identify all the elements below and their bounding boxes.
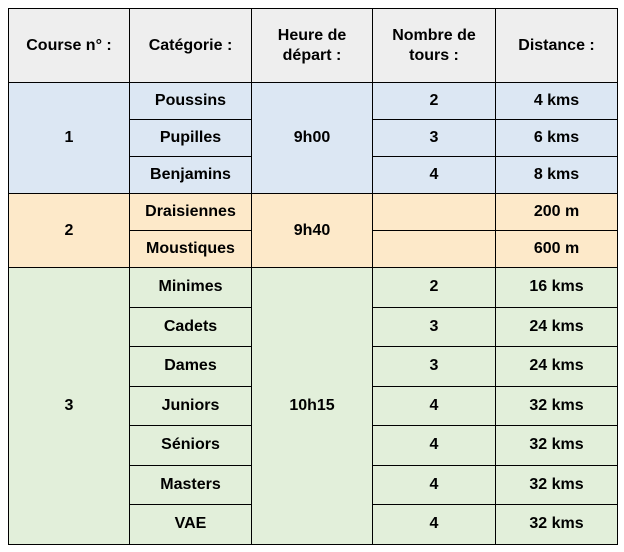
category-cell: Juniors [130,386,252,426]
header-row [9,9,618,83]
header-heure: Heure de départ : [252,9,373,83]
distance-cell: 24 kms [496,347,618,387]
laps-cell: 3 [373,347,496,387]
category-cell: Draisiennes [130,194,252,231]
table-row [9,268,618,308]
distance-cell: 6 kms [496,120,618,157]
header-categorie: Catégorie : [130,9,252,83]
laps-cell: 4 [373,157,496,194]
distance-cell: 200 m [496,194,618,231]
category-cell: Masters [130,465,252,505]
category-cell: Pupilles [130,120,252,157]
distance-cell: 32 kms [496,505,618,545]
laps-cell: 2 [373,268,496,308]
laps-cell: 4 [373,426,496,466]
category-cell: Cadets [130,307,252,347]
start-time: 9h00 [252,83,373,194]
distance-cell: 24 kms [496,307,618,347]
laps-cell [373,194,496,231]
start-time: 9h40 [252,194,373,268]
laps-cell: 4 [373,386,496,426]
table-row [9,194,618,231]
laps-cell: 4 [373,465,496,505]
header-course: Course n° : [9,9,130,83]
category-cell: Benjamins [130,157,252,194]
distance-cell: 32 kms [496,386,618,426]
category-cell: Minimes [130,268,252,308]
category-cell: Poussins [130,83,252,120]
laps-cell: 4 [373,505,496,545]
laps-cell: 3 [373,120,496,157]
course-number: 3 [9,268,130,545]
distance-cell: 600 m [496,231,618,268]
course-number: 1 [9,83,130,194]
distance-cell: 4 kms [496,83,618,120]
course-number: 2 [9,194,130,268]
distance-cell: 8 kms [496,157,618,194]
category-cell: Dames [130,347,252,387]
distance-cell: 32 kms [496,426,618,466]
start-time: 10h15 [252,268,373,545]
laps-cell: 2 [373,83,496,120]
category-cell: Séniors [130,426,252,466]
laps-cell [373,231,496,268]
header-tours: Nombre de tours : [373,9,496,83]
race-schedule-table [8,8,618,545]
distance-cell: 32 kms [496,465,618,505]
distance-cell: 16 kms [496,268,618,308]
header-distance: Distance : [496,9,618,83]
laps-cell: 3 [373,307,496,347]
category-cell: Moustiques [130,231,252,268]
category-cell: VAE [130,505,252,545]
table-row [9,83,618,120]
